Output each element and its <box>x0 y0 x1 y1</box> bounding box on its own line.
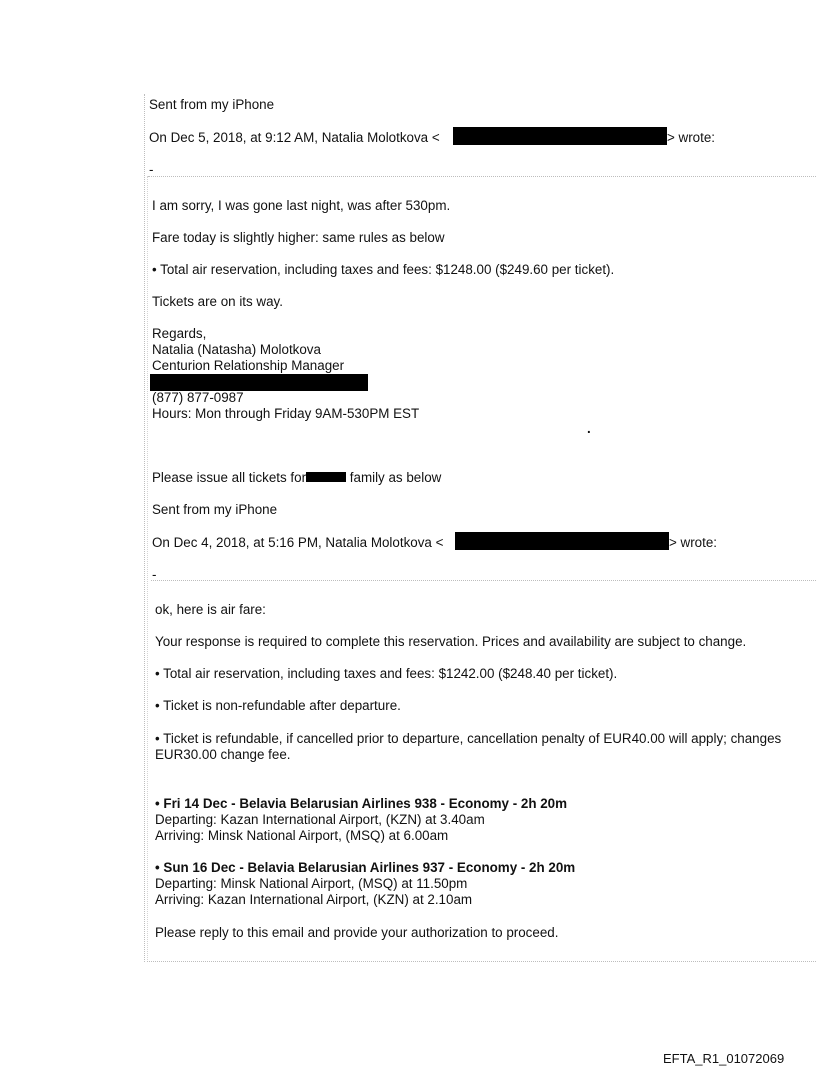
sent-from-iphone: Sent from my iPhone <box>149 97 275 112</box>
separator-dash-2: - <box>152 567 157 582</box>
quote-bullet-3-line-2: EUR30.00 change fee. <box>155 747 291 762</box>
separator-line-2 <box>151 580 816 581</box>
on-wrote-line-2 <box>152 535 443 550</box>
separator-dash: - <box>149 162 154 177</box>
flight-2-departing: Departing: Minsk National Airport, (MSQ) at 11.50pm <box>155 876 468 891</box>
redacted-family-name <box>306 472 346 482</box>
reply-paragraph-2: Fare today is slightly higher: same rules as below <box>152 230 445 245</box>
flight-2-arriving: Arriving: Kazan International Airport, (KZN) at 2.10am <box>155 892 473 907</box>
flight-1-departing: Departing: Kazan International Airport, (KZN) at 3.40am <box>155 812 485 827</box>
reply-paragraph-3: Tickets are on its way. <box>152 294 283 309</box>
separator-line-1 <box>148 176 816 177</box>
sent-from-iphone-2: Sent from my iPhone <box>152 502 278 517</box>
flight-1-arriving: Arriving: Minsk National Airport, (MSQ) at 6.00am <box>155 828 449 843</box>
issue-tickets-line <box>152 470 441 485</box>
quote-paragraph-1: ok, here is air fare: <box>155 602 266 617</box>
on-wrote-suffix: > wrote: <box>667 130 716 145</box>
flight-1-title: • Fri 14 Dec - Belavia Belarusian Airlines 938 - Economy - 2h 20m <box>155 796 568 811</box>
flight-2-title: • Sun 16 Dec - Belavia Belarusian Airlines 937 - Economy - 2h 20m <box>155 860 576 875</box>
signature-regards: Regards, <box>152 326 207 341</box>
quote-bar-inner <box>147 176 148 962</box>
quote-paragraph-2: Your response is required to complete this reservation. Prices and availability are subject to change. <box>155 634 747 649</box>
redacted-email-2 <box>455 532 669 550</box>
bates-number: EFTA_R1_01072069 <box>663 1051 785 1066</box>
reply-bullet: • Total air reservation, including taxes and fees: $1248.00 ($249.60 per ticket). <box>152 262 615 277</box>
quote-bullet-1: • Total air reservation, including taxes and fees: $1242.00 ($248.40 per ticket). <box>155 666 618 681</box>
issue-tickets-suffix: family as below <box>346 470 442 485</box>
on-wrote-suffix-2: > wrote: <box>669 535 718 550</box>
signature-phone: (877) 877-0987 <box>152 390 244 405</box>
stray-dot: . <box>587 421 591 436</box>
quote-bullet-3-line-1: • Ticket is refundable, if cancelled prior to departure, cancellation penalty of EUR40.00 will apply; changes <box>155 731 782 746</box>
quote-bullet-2: • Ticket is non-refundable after departure. <box>155 698 401 713</box>
issue-tickets-prefix: Please issue all tickets for <box>152 470 307 485</box>
bottom-separator <box>147 961 816 962</box>
signature-hours: Hours: Mon through Friday 9AM-530PM EST <box>152 406 420 421</box>
on-wrote-prefix-2: On Dec 4, 2018, at 5:16 PM, Natalia Molotkova < <box>152 535 444 550</box>
redacted-email-1 <box>453 127 667 145</box>
signature-title: Centurion Relationship Manager <box>152 358 345 373</box>
reply-paragraph-1: I am sorry, I was gone last night, was after 530pm. <box>152 198 451 213</box>
on-wrote-prefix: On Dec 5, 2018, at 9:12 AM, Natalia Molotkova < <box>149 130 440 145</box>
quote-bar-outer <box>144 94 145 962</box>
redacted-signature-line <box>150 374 368 391</box>
on-wrote-line-1 <box>149 130 440 145</box>
quote-closing: Please reply to this email and provide your authorization to proceed. <box>155 925 559 940</box>
signature-name: Natalia (Natasha) Molotkova <box>152 342 321 357</box>
